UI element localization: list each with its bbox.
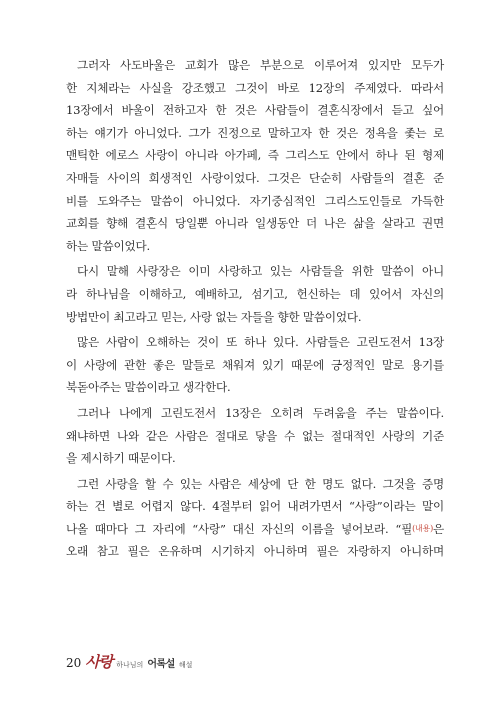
paragraph-2 [66,260,444,328]
book-title-tail: 해설 [178,661,193,669]
book-title: 어록설 [147,659,175,670]
text-line: 그러나 나에게 고린도전서 13장은 오히려 두려움을 주는 말씀이다. [77,405,444,420]
paragraph-3 [66,331,444,399]
text-line: 오래 참고 필은 온유하며 시기하지 아니하며 필은 자랑하지 아니하며 [66,544,444,559]
text-segment: 나올 때마다 그 자리에 “사랑” 대신 자신의 이름을 넣어보라. “필 [66,521,413,536]
text-line: 많은 사람이 오해하는 것이 또 하나 있다. 사람들은 고린도전서 13장 [77,335,444,350]
text-line: 하는 건 별로 어렵지 않다. 4절부터 읽어 내려가면서 “사랑”이라는 말이 [66,499,444,514]
paragraph-5 [66,473,444,563]
book-logo: 사랑 [85,653,113,671]
text-line: 하는 얘기가 아니었다. 그가 진정으로 말하고자 한 것은 정욕을 좇는 로 [66,125,444,140]
text-line: 한 지체라는 사실을 강조했고 그것이 바로 12장의 주제였다. 따라서 [66,80,444,95]
text-line: 다시 말해 사랑장은 이미 사랑하고 있는 사람들을 위한 말씀이 아니 [77,264,444,279]
text-line: 라 하나님을 이해하고, 예배하고, 섬기고, 헌신하는 데 있어서 자신의 [66,286,444,301]
page-footer [66,651,192,671]
text-line: 이 사랑에 관한 좋은 말들로 채워져 있기 때문에 긍정적인 말로 용기를 [66,357,444,372]
text-line: 왜냐하면 나와 같은 사람은 절대로 닿을 수 없는 절대적인 사랑의 기준 [66,428,444,443]
text-line: 방법만이 최고라고 믿는, 사랑 없는 자들을 향한 말씀이었다. [66,309,362,324]
paragraph-1 [66,54,444,257]
text-line: 그런 사랑을 할 수 있는 사람은 세상에 단 한 명도 없다. 그것을 증명 [77,476,444,491]
text-line: 북돋아주는 말씀이라고 생각한다. [66,380,231,395]
text-line: 을 제시하기 때문이다. [66,451,176,466]
page-number: 20 [66,656,82,670]
text-line-with-mark [66,518,444,541]
inline-annotation-mark: (내용) [412,523,433,533]
book-logo-sub: 하나님의 [116,661,144,669]
text-line: 교회를 향해 결혼식 당일뿐 아니라 일생동안 더 나은 삶을 살라고 권면 [66,216,444,231]
text-line: 맨틱한 에로스 사랑이 아니라 아가페, 즉 그리스도 안에서 하나 된 형제 [66,148,444,163]
text-line: 그러자 사도바울은 교회가 많은 부분으로 이루어져 있지만 모두가 [77,58,444,72]
text-line: 하는 말씀이었다. [66,238,150,253]
body-text [66,54,444,566]
text-segment: 은 [433,521,444,536]
text-line: 자매들 사이의 희생적인 사랑이었다. 그것은 단순히 사람들의 결혼 준 [66,170,444,185]
text-line: 13장에서 바울이 전하고자 한 것은 사람들이 결혼식장에서 듣고 싶어 [66,103,444,118]
text-line: 비를 도와주는 말씀이 아니었다. 자기중심적인 그리스도인들로 가득한 [66,193,444,208]
paragraph-4 [66,402,444,470]
